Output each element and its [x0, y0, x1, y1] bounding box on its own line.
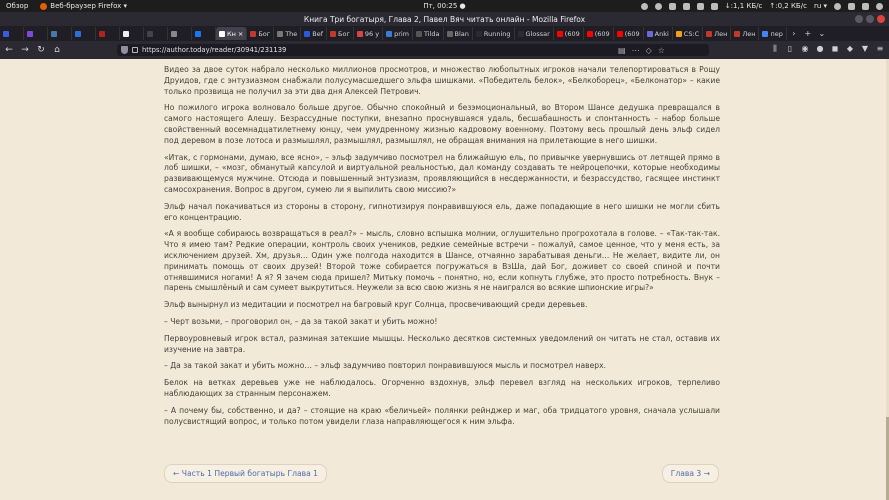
tab[interactable] [354, 27, 383, 40]
tab[interactable] [703, 27, 731, 40]
steam-icon[interactable] [655, 3, 662, 10]
back-button[interactable]: ← [5, 45, 13, 55]
tab[interactable] [473, 27, 515, 40]
tab[interactable] [327, 27, 354, 40]
tab-scroll-right-icon[interactable]: › [792, 29, 796, 38]
network-icon[interactable] [711, 3, 718, 10]
tab-favicon-icon [447, 31, 453, 37]
paragraph: Эльф начал покачиваться из стороны в сторону, гипнотизируя понравившуюся ель, даже попадающие в него шишки не могли сбить его концентрацию. [164, 201, 720, 222]
tab[interactable] [192, 27, 216, 40]
indicator-icon[interactable] [669, 3, 676, 10]
tab-label: Кн [227, 29, 236, 38]
tab-favicon-icon [617, 31, 623, 37]
library-icon[interactable]: ⫼ [773, 44, 777, 53]
paragraph: Видео за двое суток набрало несколько миллионов просмотров, и множество любопытных игроков начали телепортироваться в Рощу Друидов, где с энтузиазмом снабжали полусумасшедшего эльфа шишками. «Победитель белок», «Белкоборец», «Белконатор» – какие только прозвища не получил за эти два дня Алексей Петрович. [164, 65, 720, 96]
tab-favicon-icon [762, 31, 768, 37]
tab-label: (609 [564, 29, 580, 38]
tab-active[interactable] [216, 27, 247, 40]
paragraph: – Черт возьми, – проговорил он, – да за такой закат и убить можно! [164, 316, 438, 326]
paragraph: Первоуровневый игрок встал, разминая затекшие мышцы. Несколько десятков системных уведомлений он читать не стал, оставив их изучение на завтра. [164, 333, 720, 354]
tab-label: Blan [454, 29, 469, 38]
tab-label: 96 у [364, 29, 380, 38]
forward-button[interactable]: → [21, 45, 29, 55]
tab[interactable] [413, 27, 444, 40]
paragraph: Эльф вынырнул из медитации и посмотрел на багровый круг Солнца, просвечивающий среди деревьев. [164, 300, 588, 310]
tab-list [0, 27, 787, 40]
tab[interactable] [584, 27, 614, 40]
paragraph: – Да за такой закат и убить можно… – эльф задумчиво повторил понравившуюся мысль и посмотрел наверх. [164, 361, 607, 371]
tab-favicon-icon [518, 31, 524, 37]
tab-label: (609 [594, 29, 610, 38]
tab-favicon-icon [386, 31, 392, 37]
account-icon[interactable]: ◉ [801, 44, 809, 53]
tab-favicon-icon [706, 31, 712, 37]
minimize-button[interactable] [855, 15, 863, 23]
net-down-speed: ↓:1,1 КБ/с [724, 2, 763, 10]
window-title: Книга Три богатыря, Глава 2, Павел Вяч читать онлайн - Mozilla Firefox [303, 14, 586, 24]
extension-translate-icon[interactable]: ◼ [831, 44, 839, 53]
tab-favicon-icon [304, 31, 310, 37]
system-tray [641, 2, 883, 10]
tab-favicon-icon [357, 31, 363, 37]
tab-label: The [285, 29, 298, 38]
app-menu-label: Веб-браузер Firefox ▾ [50, 2, 128, 10]
tab[interactable] [168, 27, 192, 40]
tab-favicon-icon [219, 31, 225, 37]
pocket-icon[interactable]: ◇ [645, 45, 652, 55]
tab-label: Glossar [525, 29, 550, 38]
screen-icon[interactable] [697, 3, 704, 10]
tab-favicon-icon [3, 31, 9, 37]
tab[interactable] [515, 27, 554, 40]
close-window-button[interactable] [877, 15, 885, 23]
tab-favicon-icon [587, 31, 593, 37]
paragraph: Но пожилого игрока волновало больше другое. Обычно спокойный и безэмоциональный, во Втором Шансе дедушка превращался в самого настоящего Алешу. Безрассудные поступки, внезапно проснувшаяся удаль, бесшабашность и спонтанность – набор больше свойственный восемнадцатилетнему юнцу, чем умудренному жизнью кадровому военному. Поэтому весь прошлый день эльф сидел под деревом в позе лотоса и размышлял, размышлял, размышлял, не обращая внимания на прилетающие в него шишки. [164, 103, 720, 145]
paragraph: Белок на ветках деревьев уже не наблюдалось. Огорченно вздохнув, эльф перевел взгляд на нескольких игроков, терпеливо наблюдающих за странным персонажем. [164, 378, 720, 398]
new-tab-button[interactable]: + [804, 29, 812, 38]
tab-favicon-icon [330, 31, 336, 37]
tab-strip [0, 26, 889, 41]
tab-label: Running [483, 29, 511, 38]
extension-adblock-icon[interactable]: ● [816, 44, 824, 53]
tab-label: (609 [624, 29, 640, 38]
sidebar-icon[interactable]: ▯ [787, 44, 793, 53]
language-switch[interactable]: ru ▾ [813, 2, 827, 10]
tab-label: Bef [312, 29, 324, 38]
tab[interactable] [247, 27, 274, 40]
tab[interactable] [614, 27, 644, 40]
tab[interactable] [274, 27, 301, 40]
tracking-shield-icon[interactable] [121, 46, 128, 54]
volume-icon[interactable] [683, 3, 690, 10]
page-actions-icon[interactable]: ⋯ [631, 45, 640, 55]
tab[interactable] [144, 27, 168, 40]
tab-favicon-icon [277, 31, 283, 37]
reader-view-icon[interactable]: ▤ [618, 45, 626, 55]
activities-button[interactable]: Обзор [6, 2, 29, 10]
tab-label: Лен [714, 29, 728, 38]
home-button[interactable]: ⌂ [54, 45, 60, 55]
extension-ghost-icon[interactable]: ◆ [846, 44, 854, 53]
window-title-bar [0, 12, 889, 26]
maximize-button[interactable] [866, 15, 874, 23]
system-top-bar [0, 0, 889, 12]
tab[interactable] [383, 27, 413, 40]
night-mode-icon[interactable] [834, 3, 841, 10]
tab[interactable] [48, 27, 72, 40]
tab[interactable] [644, 27, 673, 40]
tab[interactable] [731, 27, 759, 40]
chapter-text [164, 65, 720, 433]
power-icon[interactable] [876, 3, 883, 10]
app-menu[interactable] [40, 2, 127, 10]
tab-favicon-icon [75, 31, 81, 37]
tab-label: prim [394, 29, 410, 38]
tab-favicon-icon [171, 31, 177, 37]
tab-favicon-icon [416, 31, 422, 37]
tab-favicon-icon [250, 31, 256, 37]
tab[interactable] [120, 27, 144, 40]
tab-label: пер [770, 29, 783, 38]
clock[interactable]: Пт, 00:25 ● [423, 2, 466, 10]
bookmark-star-icon[interactable]: ☆ [657, 45, 665, 55]
tab-favicon-icon [734, 31, 740, 37]
url-bar[interactable] [117, 44, 709, 56]
tab[interactable] [72, 27, 96, 40]
tab-favicon-icon [51, 31, 57, 37]
paragraph: «А я вообще собираюсь возвращаться в реал?» – мысль, словно вспышка молнии, оглушительно прогрохотала в голове. – «Так-так-так. Что я имею там? Редкие операции, контроль своих учеников, редкие семейные встречи – пожалуй, самое ценное, что у меня есть, за исключением друзей. Хм, друзья… Один уже полгода находится в Шансе, отчаянно зарабатывая деньги… Не желает, видите ли, он принимать помощь от своих друзей! Второй тоже собирается погружаться в ВзШа, дай Бог, доживет со своей спиной и почти отнявшимися ногами! А я? Я зачем сюда пришел? Митьку помочь – понятно, но, если копнуть глубже, это просто потребность. Внук – парень смышлёный и сам сумеет выкрутиться. Неужели за всю свою жизнь я не наигрался во всякие шпионские игры?» [164, 229, 720, 293]
tab-favicon-icon [123, 31, 129, 37]
tab[interactable] [0, 27, 24, 40]
tab-favicon-icon [147, 31, 153, 37]
menu-hamburger-icon[interactable]: ≡ [876, 44, 884, 53]
lock-icon[interactable] [132, 47, 138, 53]
tab-favicon-icon [99, 31, 105, 37]
tab-favicon-icon [557, 31, 563, 37]
firefox-icon [40, 3, 47, 10]
tab-label: Лен [742, 29, 756, 38]
url-input[interactable] [142, 46, 612, 54]
paragraph: «Итак, с гормонами, думаю, все ясно», – эльф задумчиво посмотрел на ближайшую ель, по привычке увернувшись от летящей прямо в лоб шишки, – «мозг, обманутый капсулой и виртуальной реальностью, дал команду создавать те нейроцепочки, которые необходимы развивающемуся мужчине. Отсюда и повышенный энтузиазм, проявляющийся в несдержанности, и безрассудство, гасящее инстинкт самосохранения. Вопрос в другом, сумею ли я выпилить свою миссию?» [164, 152, 720, 194]
tab-favicon-icon [476, 31, 482, 37]
tab-label: Бог [258, 29, 271, 38]
tab-label: Бог [338, 29, 350, 38]
net-up-speed: ↑:0,2 КБ/с [769, 2, 807, 10]
extension-shield-icon[interactable]: ▼ [861, 44, 869, 53]
tab-close-icon[interactable]: × [237, 29, 244, 38]
wifi-icon[interactable] [848, 3, 855, 10]
tab-label: CS:C [683, 29, 700, 38]
tab-list-menu-icon[interactable]: ⌄ [818, 29, 826, 38]
tab[interactable] [554, 27, 584, 40]
navigation-bar [0, 41, 889, 59]
tab[interactable] [673, 27, 703, 40]
tab-label: Anki [654, 29, 669, 38]
tab[interactable] [96, 27, 120, 40]
tab-favicon-icon [27, 31, 33, 37]
reader-page [0, 59, 889, 500]
speaker-icon[interactable] [862, 3, 869, 10]
reload-button[interactable]: ↻ [37, 45, 45, 55]
tab-favicon-icon [647, 31, 653, 37]
paragraph: – А почему бы, собственно, и да? – стоящие на краю «беличьей» полянки рейнджер и маг, оба тридцатого уровня, сначала услышали полусвистящий вопрос, и только потом увидели глаза направляющегося к ним эльфа. [164, 405, 720, 426]
next-chapter-link[interactable]: Глава 3 → [662, 464, 719, 483]
tab-favicon-icon [195, 31, 201, 37]
tab-favicon-icon [676, 31, 682, 37]
tab[interactable] [444, 27, 473, 40]
prev-chapter-link[interactable]: ← Часть 1 Первый богатырь Глава 1 [164, 464, 327, 483]
tab[interactable] [301, 27, 327, 40]
tab[interactable] [24, 27, 48, 40]
discord-icon[interactable] [641, 3, 648, 10]
tab-label: Tilda [424, 29, 440, 38]
tab[interactable] [759, 27, 786, 40]
